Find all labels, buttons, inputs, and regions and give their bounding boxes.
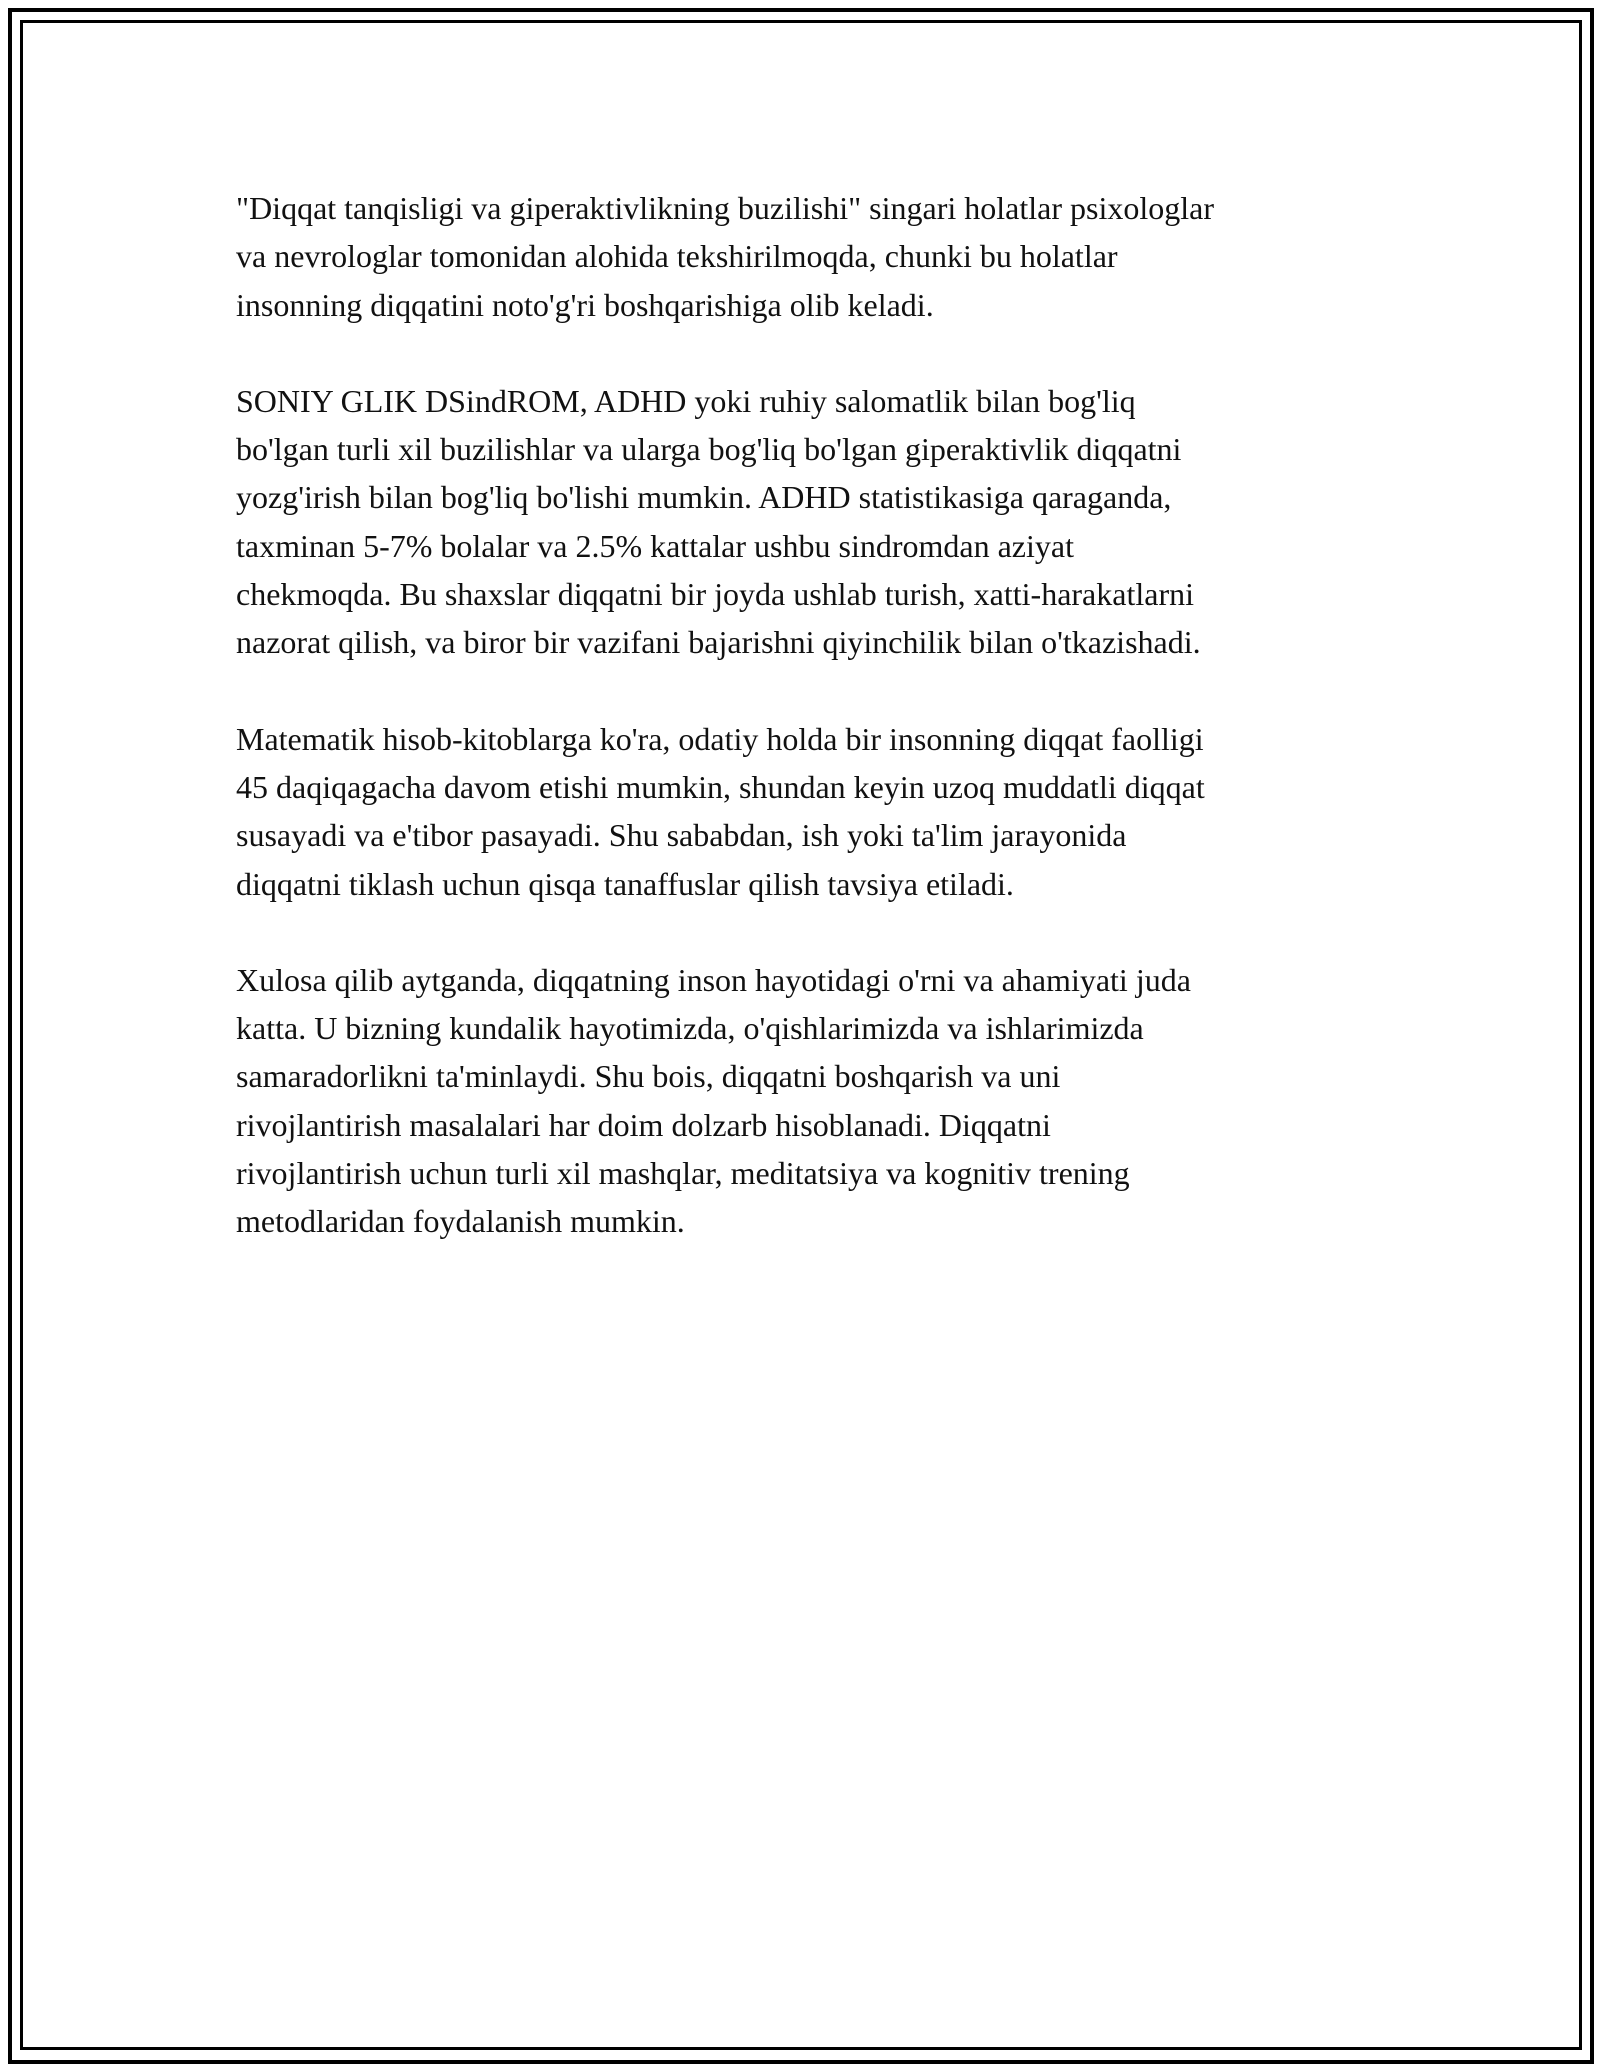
text-line: samaradorlikni ta'minlaydi. Shu bois, diqqatni boshqarish va uni [236, 1058, 1061, 1095]
text-line: diqqatni tiklash uchun qisqa tanaffuslar qilish tavsiya etiladi. [236, 865, 1014, 902]
paragraph-adhd-statistics [236, 377, 1376, 667]
text-line: chekmoqda. Bu shaxslar diqqatni bir joyda ushlab turish, xatti-harakatlarni [236, 576, 1194, 613]
text-line: nazorat qilish, va biror bir vazifani bajarishni qiyinchilik bilan o'tkazishadi. [236, 624, 1201, 661]
text-line: katta. U bizning kundalik hayotimizda, o'qishlarimizda va ishlarimizda [236, 1010, 1144, 1047]
paragraph-adhd-intro [236, 184, 1376, 329]
text-line: rivojlantirish uchun turli xil mashqlar, meditatsiya va kognitiv trening [236, 1155, 1130, 1192]
text-line: bo'lgan turli xil buzilishlar va ularga bog'liq bo'lgan giperaktivlik diqqatni [236, 431, 1182, 468]
text-line: yozg'irish bilan bog'liq bo'lishi mumkin. ADHD statistikasiga qaraganda, [236, 479, 1172, 516]
text-line: Xulosa qilib aytganda, diqqatning inson hayotidagi o'rni va ahamiyati juda [236, 961, 1191, 998]
text-line: taxminan 5-7% bolalar va 2.5% kattalar ushbu sindromdan aziyat [236, 527, 1074, 564]
paragraph-conclusion [236, 956, 1376, 1246]
text-line: "Diqqat tanqisligi va giperaktivlikning buzilishi" singari holatlar psixologlar [236, 190, 1214, 226]
text-line: metodlaridan foydalanish mumkin. [236, 1203, 685, 1240]
text-line: va nevrologlar tomonidan alohida tekshirilmoqda, chunki bu holatlar [236, 238, 1118, 275]
paragraph-attention-span [236, 715, 1376, 908]
text-line: SONIY GLIK DSindROM, ADHD yoki ruhiy salomatlik bilan bog'liq [236, 382, 1136, 419]
document-body [236, 184, 1376, 1294]
text-line: 45 daqiqagacha davom etishi mumkin, shundan keyin uzoq muddatli diqqat [236, 768, 1205, 805]
text-line: Matematik hisob-kitoblarga ko'ra, odatiy holda bir insonning diqqat faolligi [236, 720, 1204, 757]
text-line: insonning diqqatini noto'g'ri boshqarishiga olib keladi. [236, 286, 934, 323]
text-line: rivojlantirish masalalari har doim dolzarb hisoblanadi. Diqqatni [236, 1106, 1051, 1143]
text-line: susayadi va e'tibor pasayadi. Shu sababdan, ish yoki ta'lim jarayonida [236, 817, 1127, 854]
